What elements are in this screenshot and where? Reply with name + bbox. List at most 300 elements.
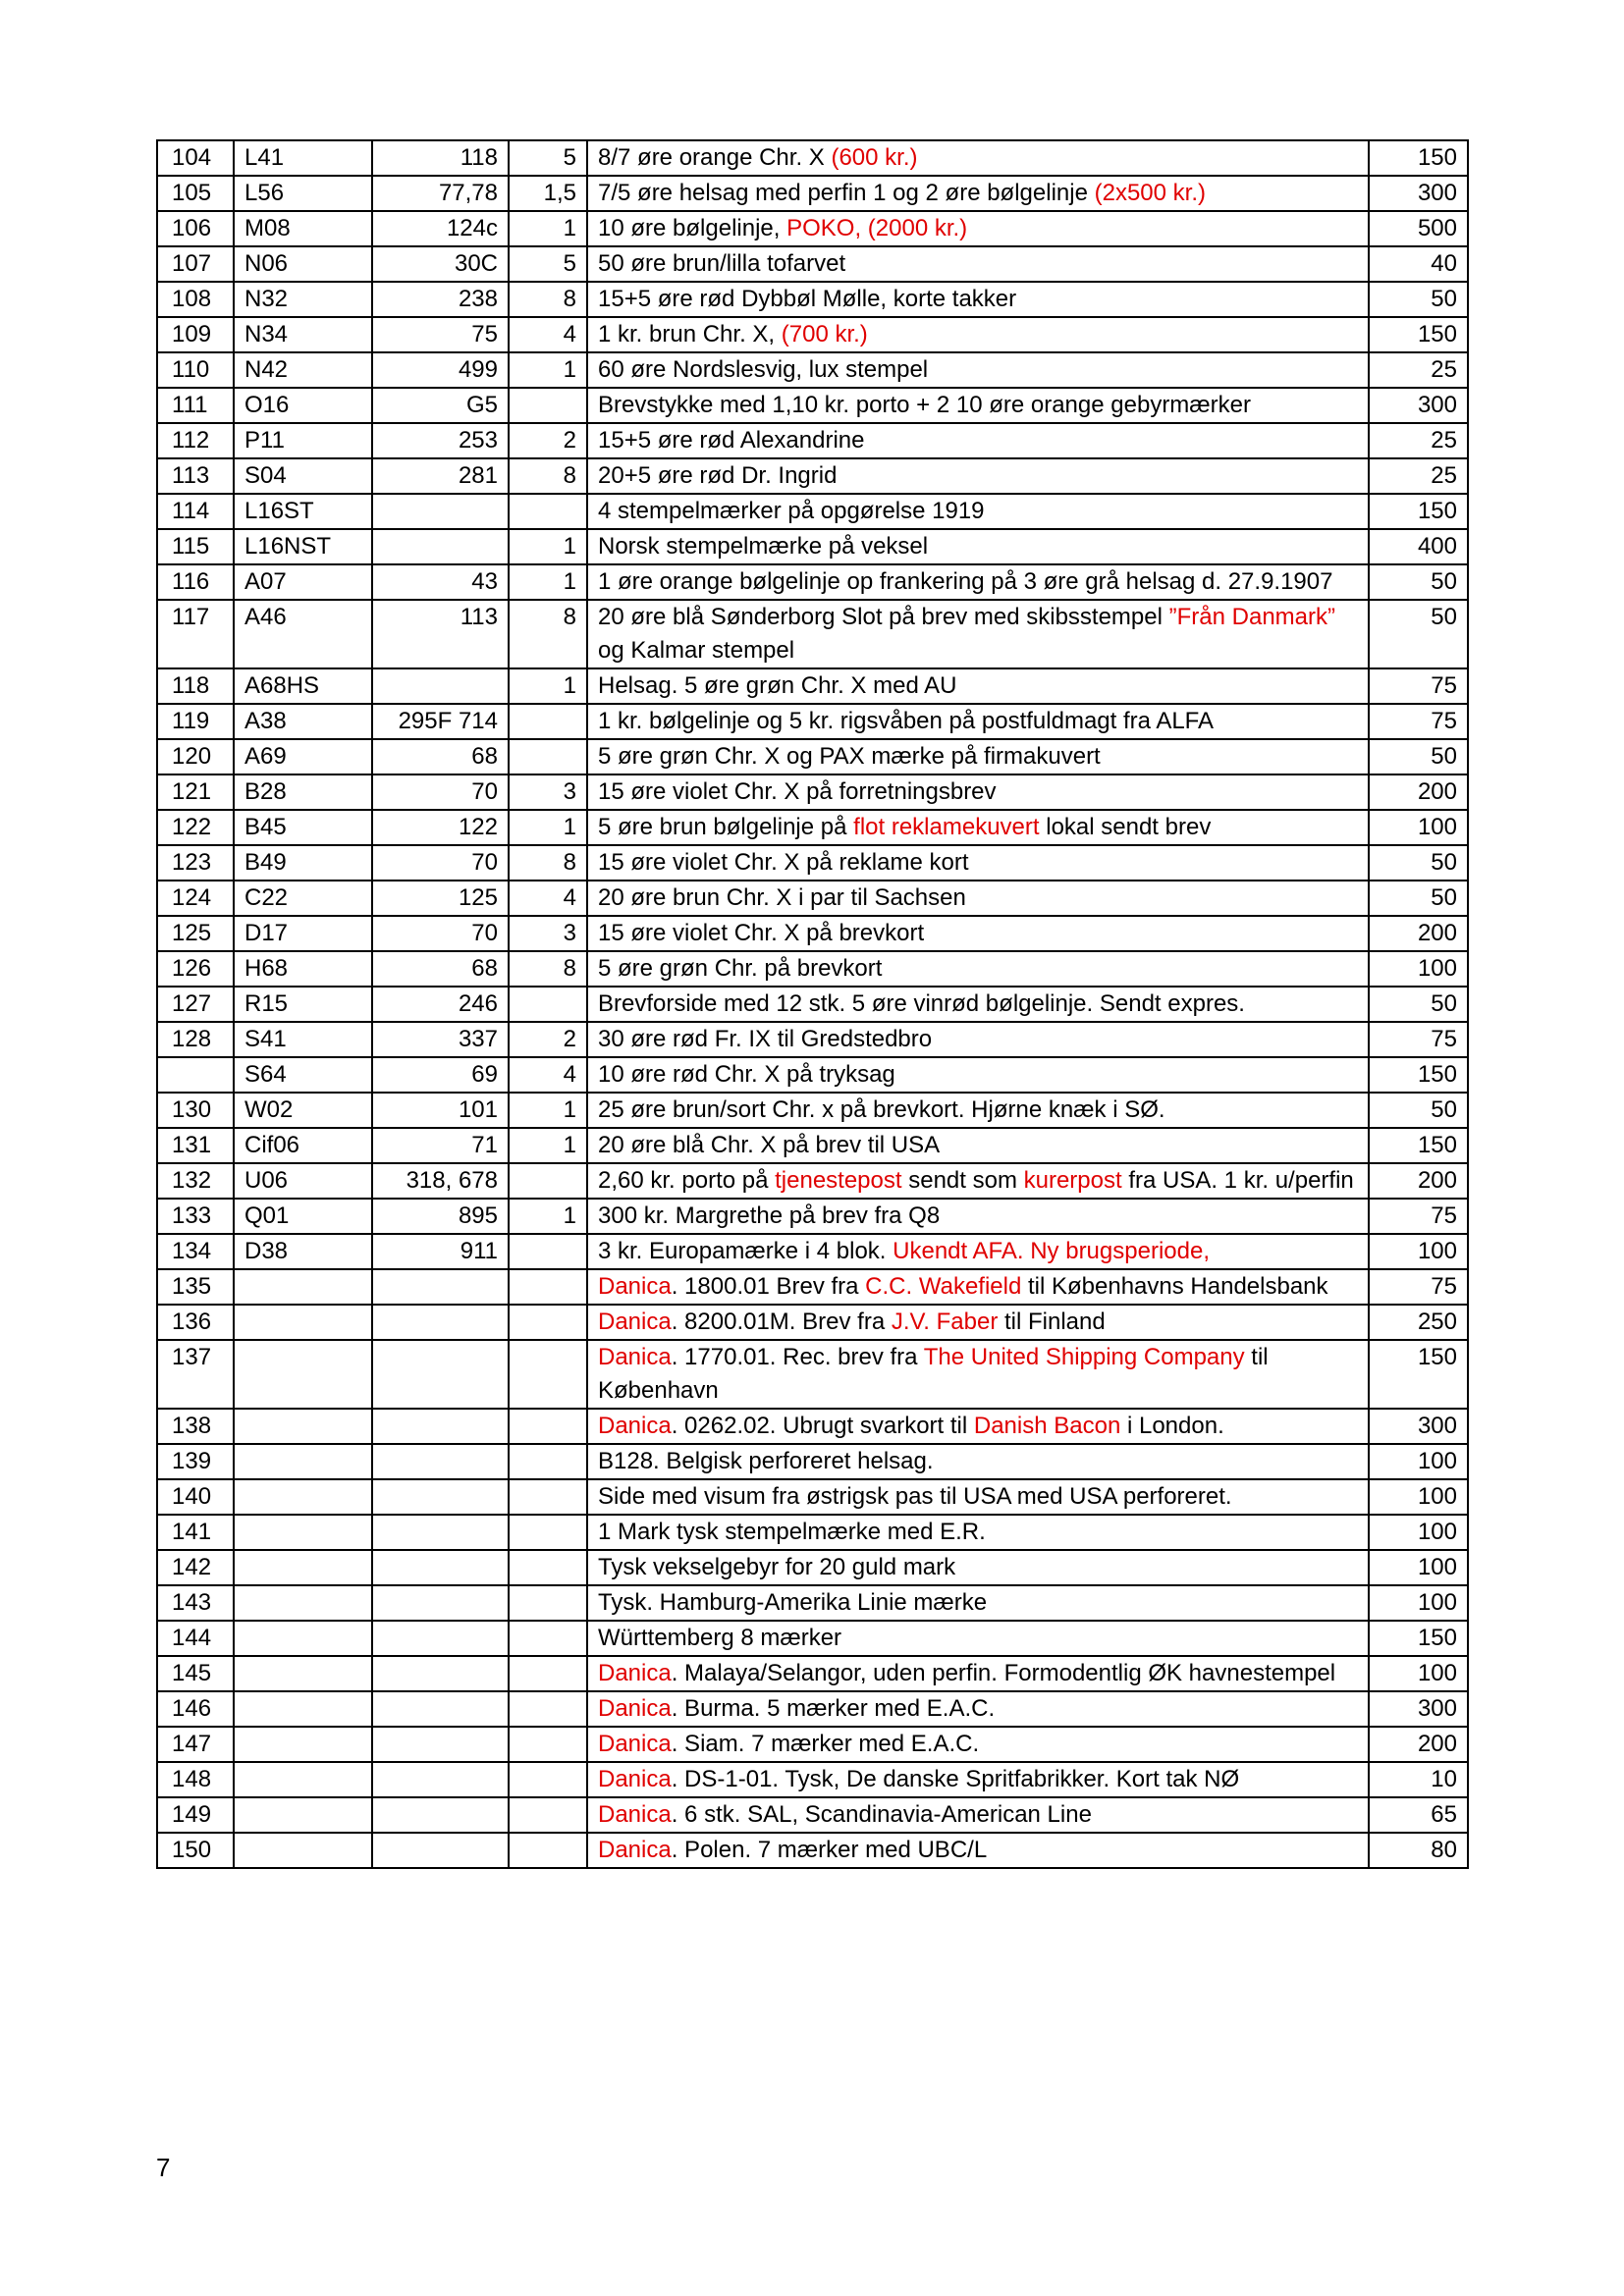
description-cell — [587, 845, 1369, 881]
lot-number-cell: 111 — [157, 388, 234, 423]
description-cell — [587, 1585, 1369, 1621]
code-cell: N34 — [234, 317, 372, 352]
table-row — [157, 1515, 1468, 1550]
condition-cell — [509, 1727, 587, 1762]
lot-number-cell: 135 — [157, 1269, 234, 1305]
description-cell — [587, 668, 1369, 704]
code-cell — [234, 1797, 372, 1833]
afa-number-cell: 30C — [372, 246, 509, 282]
description-text: . 1800.01 Brev fra — [671, 1273, 866, 1300]
description-cell — [587, 529, 1369, 564]
price-cell: 150 — [1369, 1621, 1468, 1656]
price-cell: 100 — [1369, 1234, 1468, 1269]
table-row — [157, 1656, 1468, 1691]
afa-number-cell — [372, 1585, 509, 1621]
price-cell: 75 — [1369, 1022, 1468, 1057]
description-cell — [587, 1550, 1369, 1585]
afa-number-cell: 238 — [372, 282, 509, 317]
code-cell: U06 — [234, 1163, 372, 1199]
description-highlight: (600 kr.) — [831, 144, 918, 171]
description-highlight: Danica — [598, 1731, 672, 1757]
description-cell — [587, 810, 1369, 845]
afa-number-cell: 124c — [372, 211, 509, 246]
description-text: 1 kr. brun Chr. X, — [598, 321, 782, 347]
price-cell: 65 — [1369, 1797, 1468, 1833]
description-highlight: C.C. Wakefield — [865, 1273, 1022, 1300]
table-row — [157, 1762, 1468, 1797]
description-text: 2,60 kr. porto på — [598, 1167, 776, 1194]
description-text: . 1770.01. Rec. brev fra — [671, 1344, 924, 1370]
description-text: 5 øre grøn Chr. X og PAX mærke på firmakuvert — [598, 743, 1101, 770]
code-cell: Cif06 — [234, 1128, 372, 1163]
code-cell: D17 — [234, 916, 372, 951]
table-row — [157, 423, 1468, 458]
table-row — [157, 600, 1468, 668]
condition-cell — [509, 1656, 587, 1691]
price-cell: 50 — [1369, 282, 1468, 317]
condition-cell: 1 — [509, 810, 587, 845]
description-text: fra USA. 1 kr. u/perfin — [1121, 1167, 1354, 1194]
description-text: 5 øre brun bølgelinje på — [598, 814, 854, 840]
description-cell — [587, 176, 1369, 211]
lot-number-cell: 114 — [157, 494, 234, 529]
price-cell: 150 — [1369, 1057, 1468, 1093]
lot-number-cell: 107 — [157, 246, 234, 282]
table-row — [157, 246, 1468, 282]
lot-number-cell: 127 — [157, 987, 234, 1022]
table-row — [157, 282, 1468, 317]
condition-cell — [509, 1621, 587, 1656]
description-text: lokal sendt brev — [1039, 814, 1212, 840]
table-row — [157, 704, 1468, 739]
description-cell — [587, 1093, 1369, 1128]
price-cell: 300 — [1369, 388, 1468, 423]
code-cell: H68 — [234, 951, 372, 987]
afa-number-cell: 70 — [372, 845, 509, 881]
description-cell — [587, 1656, 1369, 1691]
table-row — [157, 1093, 1468, 1128]
description-cell — [587, 881, 1369, 916]
afa-number-cell — [372, 1269, 509, 1305]
afa-number-cell — [372, 1479, 509, 1515]
lot-number-cell: 122 — [157, 810, 234, 845]
description-text: 7/5 øre helsag med perfin 1 og 2 øre bølgelinje — [598, 180, 1095, 206]
description-text: 15 øre violet Chr. X på forretningsbrev — [598, 778, 997, 805]
price-cell: 100 — [1369, 1550, 1468, 1585]
table-row — [157, 1691, 1468, 1727]
description-text: 1 Mark tysk stempelmærke med E.R. — [598, 1519, 986, 1545]
lot-number-cell: 131 — [157, 1128, 234, 1163]
description-cell — [587, 423, 1369, 458]
price-cell: 200 — [1369, 774, 1468, 810]
code-cell: L56 — [234, 176, 372, 211]
description-highlight: Danica — [598, 1766, 672, 1792]
table-row — [157, 1022, 1468, 1057]
lot-number-cell: 123 — [157, 845, 234, 881]
lot-number-cell: 145 — [157, 1656, 234, 1691]
description-text: i London. — [1120, 1413, 1224, 1439]
description-highlight: Danica — [598, 1660, 672, 1686]
description-text: 3 kr. Europamærke i 4 blok. — [598, 1238, 893, 1264]
condition-cell: 4 — [509, 1057, 587, 1093]
lot-number-cell: 133 — [157, 1199, 234, 1234]
lot-number-cell: 126 — [157, 951, 234, 987]
table-row — [157, 1340, 1468, 1409]
condition-cell: 2 — [509, 423, 587, 458]
lot-number-cell: 124 — [157, 881, 234, 916]
code-cell: N42 — [234, 352, 372, 388]
afa-number-cell — [372, 494, 509, 529]
description-cell — [587, 774, 1369, 810]
description-cell — [587, 1621, 1369, 1656]
table-row — [157, 774, 1468, 810]
code-cell: A69 — [234, 739, 372, 774]
lot-number-cell: 132 — [157, 1163, 234, 1199]
description-cell — [587, 1234, 1369, 1269]
code-cell — [234, 1550, 372, 1585]
description-highlight: J.V. Faber — [891, 1308, 999, 1335]
description-highlight: (700 kr.) — [781, 321, 868, 347]
code-cell: P11 — [234, 423, 372, 458]
description-text: . 8200.01M. Brev fra — [671, 1308, 892, 1335]
lot-number-cell: 143 — [157, 1585, 234, 1621]
lot-table — [156, 139, 1469, 1869]
price-cell: 300 — [1369, 1409, 1468, 1444]
lot-number-cell: 120 — [157, 739, 234, 774]
description-cell — [587, 282, 1369, 317]
afa-number-cell — [372, 1621, 509, 1656]
lot-number-cell: 134 — [157, 1234, 234, 1269]
table-row — [157, 140, 1468, 176]
description-highlight: Danica — [598, 1837, 672, 1863]
description-text: 15 øre violet Chr. X på brevkort — [598, 920, 925, 946]
description-highlight: (2x500 kr.) — [1094, 180, 1206, 206]
description-text: 15+5 øre rød Alexandrine — [598, 427, 865, 454]
table-row — [157, 1269, 1468, 1305]
lot-number-cell: 139 — [157, 1444, 234, 1479]
description-highlight: Danica — [598, 1344, 672, 1370]
table-row — [157, 1234, 1468, 1269]
price-cell: 50 — [1369, 564, 1468, 600]
lot-number-cell: 140 — [157, 1479, 234, 1515]
table-row — [157, 1797, 1468, 1833]
description-text: Brevforside med 12 stk. 5 øre vinrød bølgelinje. Sendt expres. — [598, 990, 1245, 1017]
price-cell: 100 — [1369, 1515, 1468, 1550]
table-row — [157, 1199, 1468, 1234]
table-row — [157, 1621, 1468, 1656]
condition-cell: 3 — [509, 774, 587, 810]
afa-number-cell: 69 — [372, 1057, 509, 1093]
afa-number-cell — [372, 1833, 509, 1868]
description-cell — [587, 951, 1369, 987]
table-row — [157, 494, 1468, 529]
condition-cell: 1 — [509, 1128, 587, 1163]
condition-cell — [509, 1479, 587, 1515]
description-cell — [587, 1163, 1369, 1199]
afa-number-cell: 499 — [372, 352, 509, 388]
table-row — [157, 1128, 1468, 1163]
condition-cell — [509, 1691, 587, 1727]
description-text: til København — [598, 1344, 1269, 1404]
code-cell: S41 — [234, 1022, 372, 1057]
lot-number-cell: 144 — [157, 1621, 234, 1656]
description-cell — [587, 317, 1369, 352]
price-cell: 50 — [1369, 600, 1468, 668]
lot-number-cell — [157, 1057, 234, 1093]
table-row — [157, 987, 1468, 1022]
condition-cell — [509, 704, 587, 739]
afa-number-cell: 68 — [372, 739, 509, 774]
lot-number-cell: 137 — [157, 1340, 234, 1409]
description-text: Württemberg 8 mærker — [598, 1625, 842, 1651]
code-cell: S04 — [234, 458, 372, 494]
description-cell — [587, 704, 1369, 739]
description-text: . Polen. 7 mærker med UBC/L — [671, 1837, 988, 1863]
code-cell — [234, 1833, 372, 1868]
description-text: 5 øre grøn Chr. på brevkort — [598, 955, 883, 982]
condition-cell: 2 — [509, 1022, 587, 1057]
afa-number-cell — [372, 1656, 509, 1691]
lot-number-cell: 146 — [157, 1691, 234, 1727]
description-text: . DS-1-01. Tysk, De danske Spritfabrikker. Kort tak NØ — [671, 1766, 1240, 1792]
lot-table-body — [157, 140, 1468, 1868]
code-cell — [234, 1409, 372, 1444]
price-cell: 250 — [1369, 1305, 1468, 1340]
page-number: 7 — [156, 2153, 171, 2182]
table-row — [157, 845, 1468, 881]
condition-cell — [509, 987, 587, 1022]
description-text: 15+5 øre rød Dybbøl Mølle, korte takker — [598, 286, 1017, 312]
description-cell — [587, 388, 1369, 423]
table-row — [157, 668, 1468, 704]
description-highlight: flot reklamekuvert — [853, 814, 1040, 840]
afa-number-cell — [372, 1409, 509, 1444]
price-cell: 50 — [1369, 845, 1468, 881]
afa-number-cell: 70 — [372, 916, 509, 951]
table-row — [157, 211, 1468, 246]
description-text: Brevstykke med 1,10 kr. porto + 2 10 øre orange gebyrmærker — [598, 392, 1251, 418]
lot-number-cell: 105 — [157, 176, 234, 211]
code-cell: N06 — [234, 246, 372, 282]
description-text: 8/7 øre orange Chr. X — [598, 144, 832, 171]
lot-number-cell: 115 — [157, 529, 234, 564]
description-cell — [587, 458, 1369, 494]
table-row — [157, 739, 1468, 774]
condition-cell: 1 — [509, 352, 587, 388]
afa-number-cell: 43 — [372, 564, 509, 600]
price-cell: 100 — [1369, 1585, 1468, 1621]
price-cell: 100 — [1369, 1444, 1468, 1479]
afa-number-cell — [372, 1305, 509, 1340]
description-cell — [587, 1409, 1369, 1444]
condition-cell: 4 — [509, 881, 587, 916]
price-cell: 75 — [1369, 668, 1468, 704]
table-row — [157, 1305, 1468, 1340]
afa-number-cell: 895 — [372, 1199, 509, 1234]
condition-cell: 1 — [509, 564, 587, 600]
code-cell: O16 — [234, 388, 372, 423]
code-cell: A68HS — [234, 668, 372, 704]
description-cell — [587, 1762, 1369, 1797]
description-cell — [587, 1691, 1369, 1727]
afa-number-cell: 71 — [372, 1128, 509, 1163]
afa-number-cell — [372, 1515, 509, 1550]
afa-number-cell — [372, 1550, 509, 1585]
afa-number-cell — [372, 1762, 509, 1797]
condition-cell — [509, 1340, 587, 1409]
condition-cell: 5 — [509, 246, 587, 282]
description-text: . Burma. 5 mærker med E.A.C. — [671, 1695, 996, 1722]
description-text: 10 øre rød Chr. X på tryksag — [598, 1061, 895, 1088]
afa-number-cell — [372, 1797, 509, 1833]
code-cell: A46 — [234, 600, 372, 668]
price-cell: 40 — [1369, 246, 1468, 282]
table-row — [157, 529, 1468, 564]
lot-number-cell: 104 — [157, 140, 234, 176]
table-row — [157, 916, 1468, 951]
description-cell — [587, 1305, 1369, 1340]
code-cell: M08 — [234, 211, 372, 246]
code-cell — [234, 1515, 372, 1550]
description-highlight: Danica — [598, 1308, 672, 1335]
condition-cell — [509, 1833, 587, 1868]
description-cell — [587, 1797, 1369, 1833]
condition-cell — [509, 1409, 587, 1444]
price-cell: 300 — [1369, 1691, 1468, 1727]
code-cell — [234, 1691, 372, 1727]
description-highlight: tjenestepost — [775, 1167, 902, 1194]
description-cell — [587, 1727, 1369, 1762]
table-row — [157, 564, 1468, 600]
code-cell — [234, 1762, 372, 1797]
table-row — [157, 1057, 1468, 1093]
condition-cell — [509, 1797, 587, 1833]
code-cell: R15 — [234, 987, 372, 1022]
lot-number-cell: 138 — [157, 1409, 234, 1444]
afa-number-cell — [372, 1444, 509, 1479]
table-row — [157, 1833, 1468, 1868]
price-cell: 200 — [1369, 1727, 1468, 1762]
lot-number-cell: 150 — [157, 1833, 234, 1868]
table-row — [157, 176, 1468, 211]
table-row — [157, 881, 1468, 916]
price-cell: 75 — [1369, 704, 1468, 739]
description-highlight: ”Från Danmark” — [1168, 604, 1335, 630]
lot-number-cell: 149 — [157, 1797, 234, 1833]
afa-number-cell — [372, 668, 509, 704]
description-text: 25 øre brun/sort Chr. x på brevkort. Hjørne knæk i SØ. — [598, 1096, 1165, 1123]
description-cell — [587, 739, 1369, 774]
description-highlight: Danica — [598, 1413, 672, 1439]
condition-cell: 1 — [509, 529, 587, 564]
lot-number-cell: 128 — [157, 1022, 234, 1057]
description-text: 4 stempelmærker på opgørelse 1919 — [598, 498, 985, 524]
condition-cell: 4 — [509, 317, 587, 352]
condition-cell — [509, 1444, 587, 1479]
description-cell — [587, 564, 1369, 600]
description-cell — [587, 1199, 1369, 1234]
price-cell: 10 — [1369, 1762, 1468, 1797]
afa-number-cell: 68 — [372, 951, 509, 987]
description-highlight: Danica — [598, 1801, 672, 1828]
afa-number-cell: 318, 678 — [372, 1163, 509, 1199]
price-cell: 150 — [1369, 1340, 1468, 1409]
description-highlight: Danica — [598, 1273, 672, 1300]
afa-number-cell: 70 — [372, 774, 509, 810]
afa-number-cell: 122 — [372, 810, 509, 845]
condition-cell: 1 — [509, 211, 587, 246]
condition-cell — [509, 739, 587, 774]
code-cell: A38 — [234, 704, 372, 739]
description-text: 20 øre blå Chr. X på brev til USA — [598, 1132, 941, 1158]
afa-number-cell: 101 — [372, 1093, 509, 1128]
description-text: 15 øre violet Chr. X på reklame kort — [598, 849, 969, 876]
condition-cell: 3 — [509, 916, 587, 951]
description-text: Tysk. Hamburg-Amerika Linie mærke — [598, 1589, 988, 1616]
description-text: . Malaya/Selangor, uden perfin. Formodentlig ØK havnestempel — [671, 1660, 1336, 1686]
price-cell: 25 — [1369, 352, 1468, 388]
lot-number-cell: 130 — [157, 1093, 234, 1128]
lot-number-cell: 141 — [157, 1515, 234, 1550]
code-cell: B28 — [234, 774, 372, 810]
description-text: . Siam. 7 mærker med E.A.C. — [671, 1731, 980, 1757]
lot-number-cell: 110 — [157, 352, 234, 388]
code-cell: A07 — [234, 564, 372, 600]
description-text: Side med visum fra østrigsk pas til USA med USA perforeret. — [598, 1483, 1232, 1510]
afa-number-cell: 281 — [372, 458, 509, 494]
description-text: 20 øre brun Chr. X i par til Sachsen — [598, 884, 966, 911]
lot-number-cell: 112 — [157, 423, 234, 458]
table-row — [157, 1550, 1468, 1585]
table-row — [157, 1163, 1468, 1199]
condition-cell: 8 — [509, 282, 587, 317]
condition-cell — [509, 1163, 587, 1199]
description-cell — [587, 916, 1369, 951]
price-cell: 100 — [1369, 1656, 1468, 1691]
condition-cell — [509, 1269, 587, 1305]
condition-cell: 8 — [509, 600, 587, 668]
afa-number-cell: 125 — [372, 881, 509, 916]
description-highlight: Danica — [598, 1695, 672, 1722]
price-cell: 150 — [1369, 317, 1468, 352]
description-text: 300 kr. Margrethe på brev fra Q8 — [598, 1202, 941, 1229]
table-row — [157, 317, 1468, 352]
condition-cell: 8 — [509, 458, 587, 494]
price-cell: 150 — [1369, 494, 1468, 529]
description-cell — [587, 1022, 1369, 1057]
afa-number-cell — [372, 1727, 509, 1762]
code-cell: L41 — [234, 140, 372, 176]
code-cell — [234, 1585, 372, 1621]
condition-cell: 1,5 — [509, 176, 587, 211]
description-text: B128. Belgisk perforeret helsag. — [598, 1448, 934, 1474]
afa-number-cell: 118 — [372, 140, 509, 176]
description-cell — [587, 1128, 1369, 1163]
condition-cell: 8 — [509, 951, 587, 987]
description-text: . 6 stk. SAL, Scandinavia-American Line — [671, 1801, 1092, 1828]
description-text: Norsk stempelmærke på veksel — [598, 533, 929, 560]
table-row — [157, 951, 1468, 987]
price-cell: 75 — [1369, 1269, 1468, 1305]
code-cell — [234, 1305, 372, 1340]
afa-number-cell — [372, 1340, 509, 1409]
lot-number-cell: 118 — [157, 668, 234, 704]
description-text: 1 øre orange bølgelinje op frankering på 3 øre grå helsag d. 27.9.1907 — [598, 568, 1333, 595]
condition-cell: 1 — [509, 668, 587, 704]
lot-number-cell: 121 — [157, 774, 234, 810]
code-cell: D38 — [234, 1234, 372, 1269]
lot-number-cell: 119 — [157, 704, 234, 739]
